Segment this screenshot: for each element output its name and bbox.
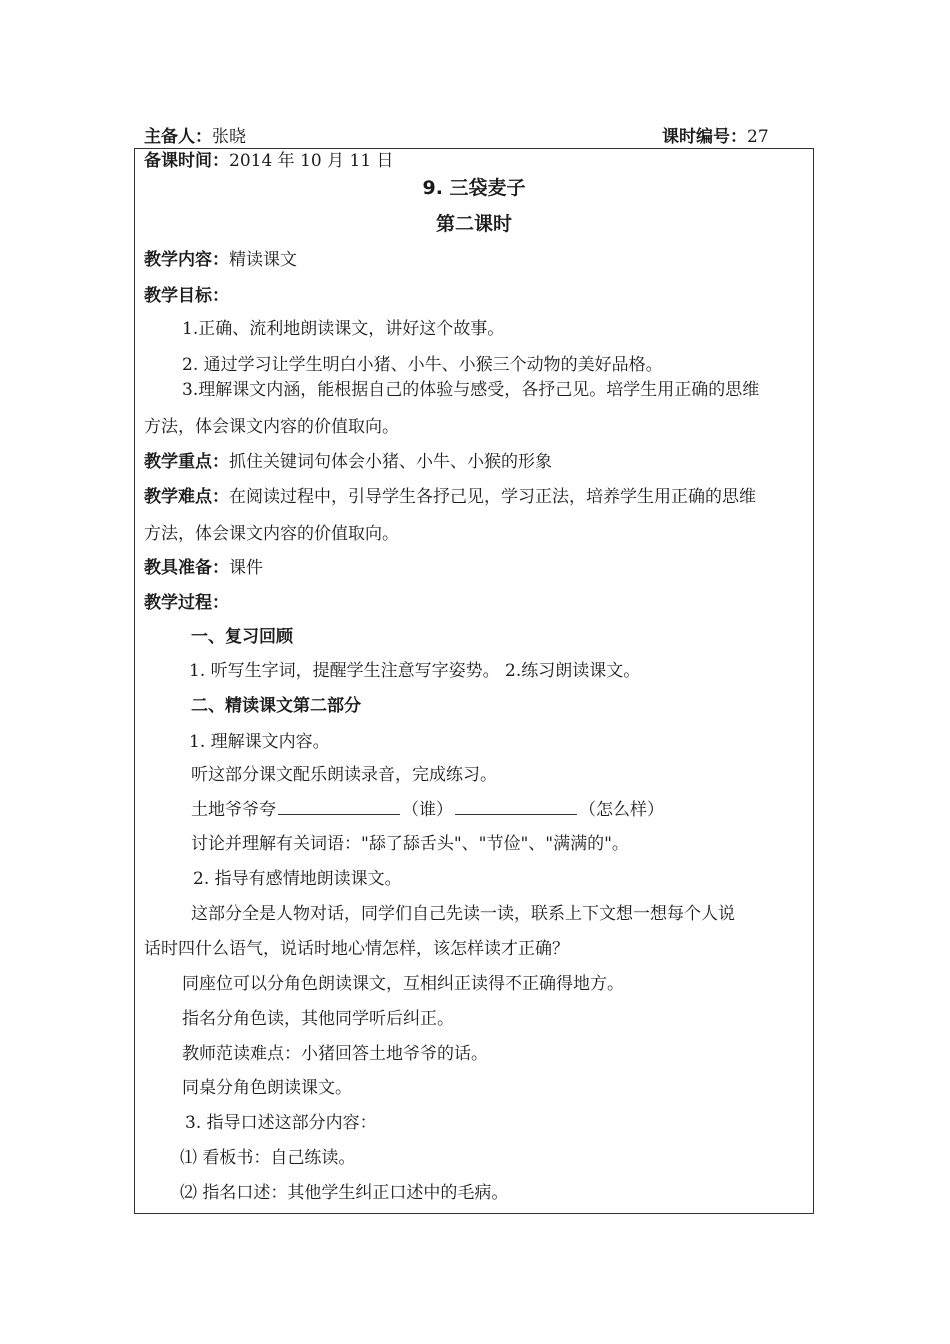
key-point-label: 教学重点：: [144, 452, 229, 472]
fill-blank-text-3: （怎么样）: [579, 800, 664, 820]
section-2-discuss: 讨论并理解有关词语："舔了舔舌头"、"节俭"、"满满的"。: [191, 834, 629, 854]
preparer-label: 主备人：: [144, 127, 212, 147]
goal-3-line-2: 方法，体会课文内容的价值取向。: [144, 417, 399, 437]
section-2-desk-read: 同桌分角色朗读课文。: [182, 1078, 352, 1098]
process-heading: [144, 592, 229, 614]
fill-blank-text-1: 土地爷爷夸: [191, 800, 276, 820]
process-label: 教学过程：: [144, 593, 229, 613]
teaching-goals-heading: [144, 285, 229, 307]
section-2-dialogue-line-2: 话时四什么语气，说话时地心情怎样，该怎样读才正确？: [144, 939, 569, 959]
goal-1: 1.正确、流利地朗读课文，讲好这个故事。: [182, 319, 505, 339]
tools-value: 课件: [229, 558, 263, 578]
section-2-step-2: 2. 指导有感情地朗读课文。: [193, 869, 402, 889]
section-2-role-read: 指名分角色读，其他同学听后纠正。: [182, 1009, 454, 1029]
section-2-dialogue-line-1: 这部分全是人物对话，同学们自己先读一读，联系上下文想一想每个人说: [191, 904, 735, 924]
fill-blank-text-2: （谁）: [402, 800, 453, 820]
section-2-pair-read: 同座位可以分角色朗读课文，互相纠正读得不正确得地方。: [182, 974, 624, 994]
prep-time-label: 备课时间：: [144, 151, 229, 171]
lesson-subtitle: 第二课时: [435, 213, 512, 235]
section-1-line: 1. 听写生字词，提醒学生注意写字姿势。 2.练习朗读课文。: [189, 661, 641, 681]
preparer-field: [144, 126, 246, 148]
lesson-number-label: 课时编号：: [662, 127, 747, 147]
key-point-line: [144, 451, 552, 473]
section-2-teacher-demo: 教师范读难点：小猪回答土地爷爷的话。: [182, 1044, 488, 1064]
teaching-content-label: 教学内容：: [144, 250, 229, 270]
section-2-step-3: 3. 指导口述这部分内容：: [185, 1113, 377, 1133]
teaching-content-line: [144, 249, 297, 271]
prep-time-value: 2014 年 10 月 11 日: [229, 151, 394, 171]
difficulty-line-1: [144, 486, 756, 508]
lesson-number-value: 27: [747, 127, 769, 147]
difficulty-value: 在阅读过程中，引导学生各抒己见，学习正法，培养学生用正确的思维: [229, 487, 756, 507]
goal-3-line-1: 3.理解课文内涵，能根据自己的体验与感受，各抒己见。培学生用正确的思维: [182, 380, 760, 400]
blank-how: [455, 800, 577, 815]
prep-time-line: [144, 150, 394, 172]
section-2-fill-blank: [191, 799, 664, 821]
lesson-number-field: [662, 126, 769, 148]
teaching-content-value: 精读课文: [229, 250, 297, 270]
section-2-step-1: 1. 理解课文内容。: [189, 732, 330, 752]
section-1-title: 一、复习回顾: [191, 627, 293, 647]
tools-line: [144, 557, 263, 579]
difficulty-label: 教学难点：: [144, 487, 229, 507]
teaching-goals-label: 教学目标：: [144, 286, 229, 306]
section-2-oral: ⑵ 指名口述：其他学生纠正口述中的毛病。: [180, 1183, 509, 1203]
blank-who: [278, 800, 400, 815]
tools-label: 教具准备：: [144, 558, 229, 578]
lesson-title: 9. 三袋麦子: [422, 177, 526, 199]
section-2-board: ⑴ 看板书：自己练读。: [180, 1148, 356, 1168]
section-2-title: 二、精读课文第二部分: [191, 696, 361, 716]
goal-2: 2. 通过学习让学生明白小猪、小牛、小猴三个动物的美好品格。: [182, 355, 663, 375]
difficulty-line-2: 方法，体会课文内容的价值取向。: [144, 524, 399, 544]
key-point-value: 抓住关键词句体会小猪、小牛、小猴的形象: [229, 452, 552, 472]
section-2-listen: 听这部分课文配乐朗读录音，完成练习。: [191, 765, 497, 785]
preparer-value: 张晓: [212, 127, 246, 147]
